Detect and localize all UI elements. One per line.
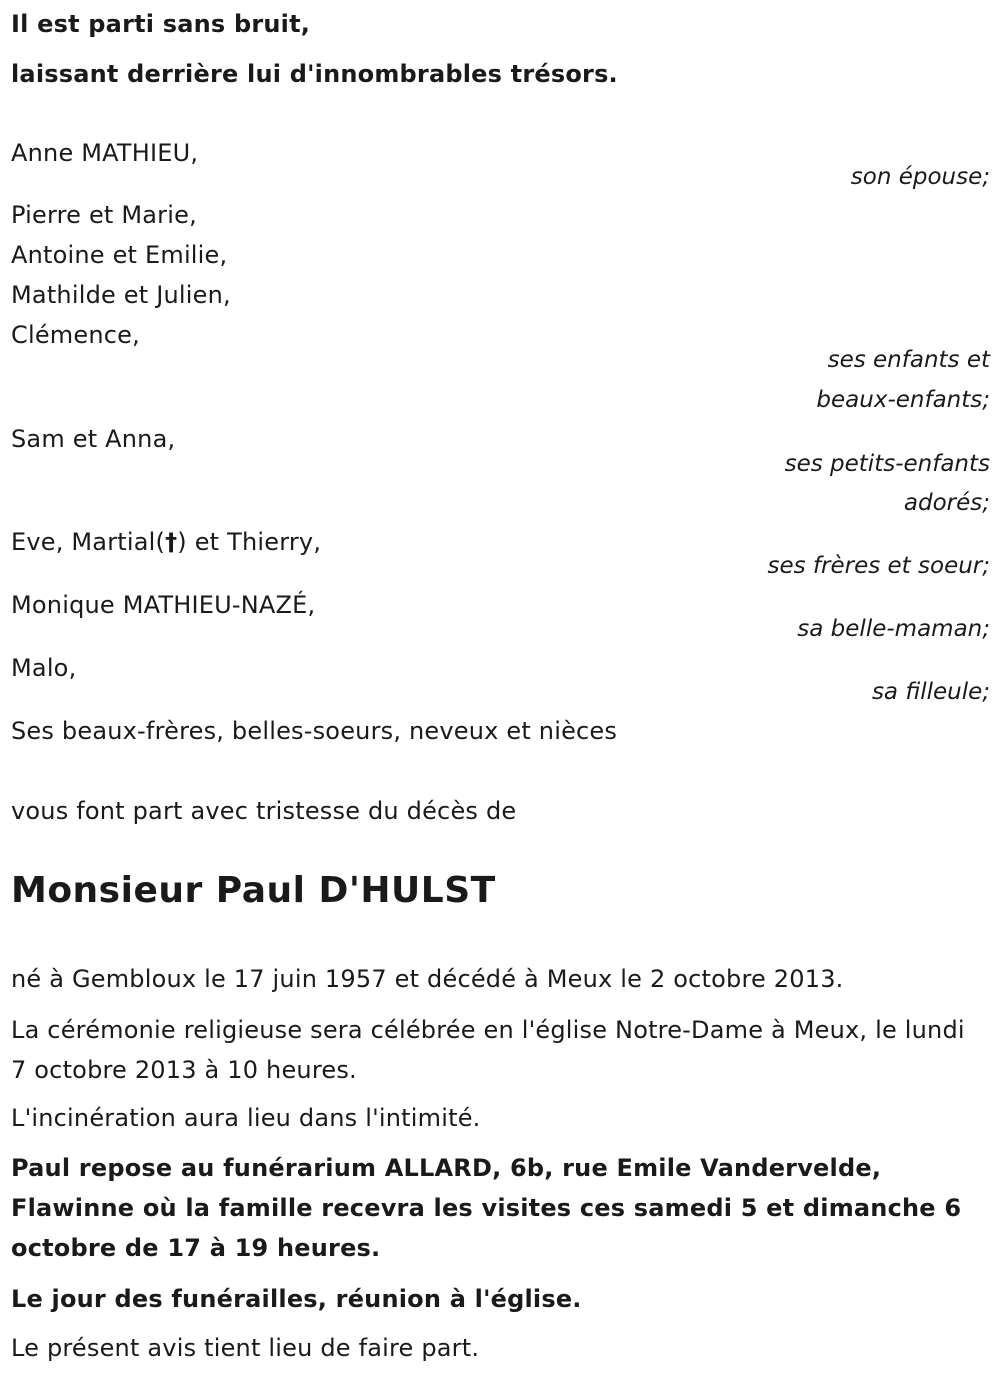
child-name: Antoine et Emilie,: [11, 241, 228, 269]
notice-statement: Le présent avis tient lieu de faire part.: [11, 1334, 480, 1362]
spouse-name: Anne MATHIEU,: [11, 139, 199, 167]
extended-family: Ses beaux-frères, belles-soeurs, neveux et nièces: [11, 717, 618, 745]
visitation-line-3: octobre de 17 à 19 heures.: [11, 1234, 381, 1262]
child-name: Mathilde et Julien,: [11, 281, 231, 309]
announcement-text: vous font part avec tristesse du décès de: [11, 797, 517, 825]
siblings-prefix: Eve, Martial(: [11, 528, 166, 556]
goddaughter-name: Malo,: [11, 654, 77, 682]
ceremony-details: La cérémonie religieuse sera célébrée en l'église Notre-Dame à Meux, le lundi 7 octobre 2013 à 10 heures.: [11, 1016, 965, 1084]
grandchildren-role-line-1: ses petits-enfants: [784, 451, 990, 477]
birth-death-dates: né à Gembloux le 17 juin 1957 et décédé à Meux le 2 octobre 2013.: [11, 965, 844, 993]
child-name: Clémence,: [11, 321, 140, 349]
children-role-line-1: ses enfants et: [827, 347, 990, 373]
visitation-line-2: Flawinne où la famille recevra les visites ces samedi 5 et dimanche 6: [11, 1194, 962, 1222]
cremation-note: L'incinération aura lieu dans l'intimité.: [11, 1104, 481, 1132]
intro-line-2: laissant derrière lui d'innombrables trésors.: [11, 60, 618, 88]
intro-line-1: Il est parti sans bruit,: [11, 10, 311, 38]
deceased-name: Monsieur Paul D'HULST: [11, 870, 496, 911]
mother-in-law-role: sa belle-maman;: [797, 616, 990, 642]
funeral-meeting: Le jour des funérailles, réunion à l'église.: [11, 1285, 582, 1313]
cross-icon: †: [165, 528, 178, 556]
siblings-suffix: ) et Thierry,: [177, 528, 322, 556]
grandchildren-names: Sam et Anna,: [11, 425, 176, 453]
children-role-line-2: beaux-enfants;: [816, 387, 990, 413]
spouse-role: son épouse;: [850, 164, 990, 190]
goddaughter-role: sa filleule;: [871, 679, 990, 705]
siblings-names: [11, 528, 321, 556]
child-name: Pierre et Marie,: [11, 201, 197, 229]
mother-in-law-name: Monique MATHIEU-NAZÉ,: [11, 591, 316, 619]
visitation-line-1: Paul repose au funérarium ALLARD, 6b, rue Emile Vandervelde,: [11, 1154, 882, 1182]
grandchildren-role-line-2: adorés;: [903, 490, 990, 516]
siblings-role: ses frères et soeur;: [767, 553, 990, 579]
